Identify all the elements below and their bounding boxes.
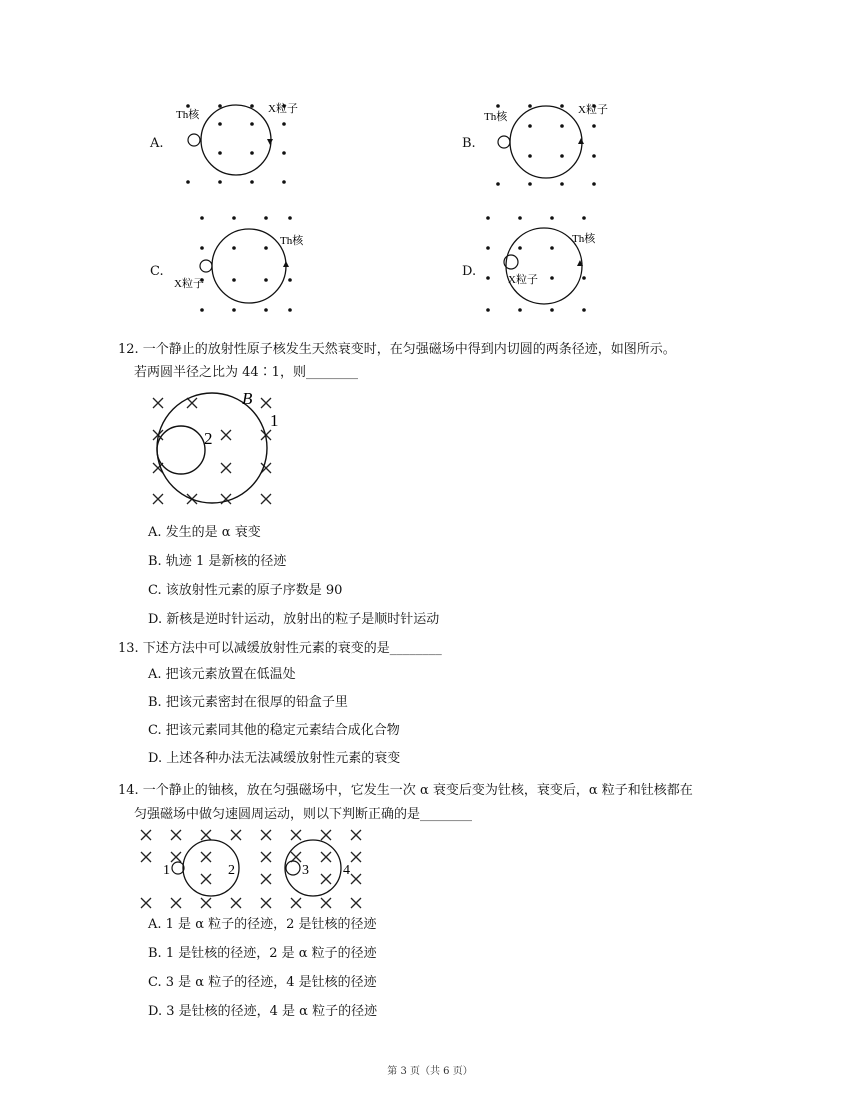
- track-1-label: 1: [270, 411, 279, 430]
- q12-figure: [145, 386, 285, 508]
- large-track-label: X粒子: [268, 103, 298, 115]
- field-dots: [486, 216, 586, 312]
- field-crosses: [153, 398, 271, 504]
- small-track-label: X粒子: [174, 278, 204, 290]
- large-track-label: Th核: [280, 235, 304, 247]
- q13-option-b: B. 把该元素密封在很厚的铅盒子里: [148, 695, 348, 710]
- q13-stem: 13. 下述方法中可以减缓放射性元素的衰变的是________: [118, 641, 442, 656]
- small-track: [200, 260, 212, 272]
- q11-figure-d: [480, 210, 610, 314]
- q12-stem-line1: 12. 一个静止的放射性原子核发生天然衰变时，在匀强磁场中得到内切圆的两条径迹，如图所示。: [118, 342, 676, 357]
- field-dots: [496, 104, 596, 186]
- field-dots: [200, 216, 292, 312]
- small-track-label: Th核: [176, 109, 200, 121]
- q14-figure: [136, 826, 376, 912]
- q11-option-b-letter: B.: [462, 136, 476, 151]
- small-track: [188, 134, 200, 146]
- track-1: [157, 393, 267, 503]
- large-track: [201, 105, 271, 175]
- arrow-icon: [283, 261, 289, 267]
- large-track-label: X粒子: [578, 104, 608, 116]
- q11-option-d-letter: D.: [462, 264, 477, 279]
- small-track-label: Th核: [484, 111, 508, 123]
- track-2-label: 2: [204, 429, 213, 448]
- q11-figure-a: [170, 98, 300, 190]
- arrow-icon: [267, 139, 273, 145]
- small-track-label: X粒子: [508, 274, 538, 286]
- field-crosses: [141, 830, 361, 908]
- q11-option-a-letter: A.: [150, 136, 164, 151]
- q13-option-a: A. 把该元素放置在低温处: [148, 667, 296, 682]
- q11-option-c-letter: C.: [150, 264, 164, 279]
- track-4-label: 4: [343, 863, 350, 878]
- track-2-label: 2: [228, 863, 235, 878]
- q14-stem-line2: 匀强磁场中做匀速圆周运动，则以下判断正确的是________: [134, 807, 473, 822]
- q14-stem-line1: 14. 一个静止的铀核，放在匀强磁场中，它发生一次 α 衰变后变为钍核，衰变后，α 粒子和钍核都在: [118, 783, 693, 798]
- q11-figure-c: [170, 210, 304, 314]
- page-footer: 第 3 页（共 6 页）: [387, 1066, 473, 1077]
- small-track: [498, 136, 510, 148]
- large-track-label: Th核: [572, 233, 596, 245]
- q14-option-b: B. 1 是钍核的径迹，2 是 α 粒子的径迹: [148, 946, 377, 961]
- field-label: B: [242, 389, 253, 408]
- q14-option-a: A. 1 是 α 粒子的径迹，2 是钍核的径迹: [148, 917, 377, 932]
- large-track: [510, 106, 582, 178]
- track-3: [286, 861, 300, 875]
- track-3-label: 3: [302, 863, 309, 878]
- q11-figure-b: [480, 98, 610, 190]
- q14-option-d: D. 3 是钍核的径迹，4 是 α 粒子的径迹: [148, 1004, 378, 1019]
- large-track: [212, 229, 286, 303]
- track-2: [157, 426, 205, 474]
- q12-stem-line2: 若两圆半径之比为 44∶1，则________: [134, 365, 358, 380]
- track-1-label: 1: [163, 863, 170, 878]
- q12-option-b: B. 轨迹 1 是新核的径迹: [148, 554, 287, 569]
- q13-option-c: C. 把该元素同其他的稳定元素结合成化合物: [148, 723, 400, 738]
- q12-option-d: D. 新核是逆时针运动，放射出的粒子是顺时针运动: [148, 612, 440, 627]
- track-1: [172, 862, 184, 874]
- q12-option-a: A. 发生的是 α 衰变: [148, 525, 261, 540]
- q14-option-c: C. 3 是 α 粒子的径迹，4 是钍核的径迹: [148, 975, 377, 990]
- track-4: [285, 840, 341, 896]
- q12-option-c: C. 该放射性元素的原子序数是 90: [148, 583, 343, 598]
- arrow-icon: [578, 138, 584, 144]
- q13-option-d: D. 上述各种办法无法减缓放射性元素的衰变: [148, 751, 401, 766]
